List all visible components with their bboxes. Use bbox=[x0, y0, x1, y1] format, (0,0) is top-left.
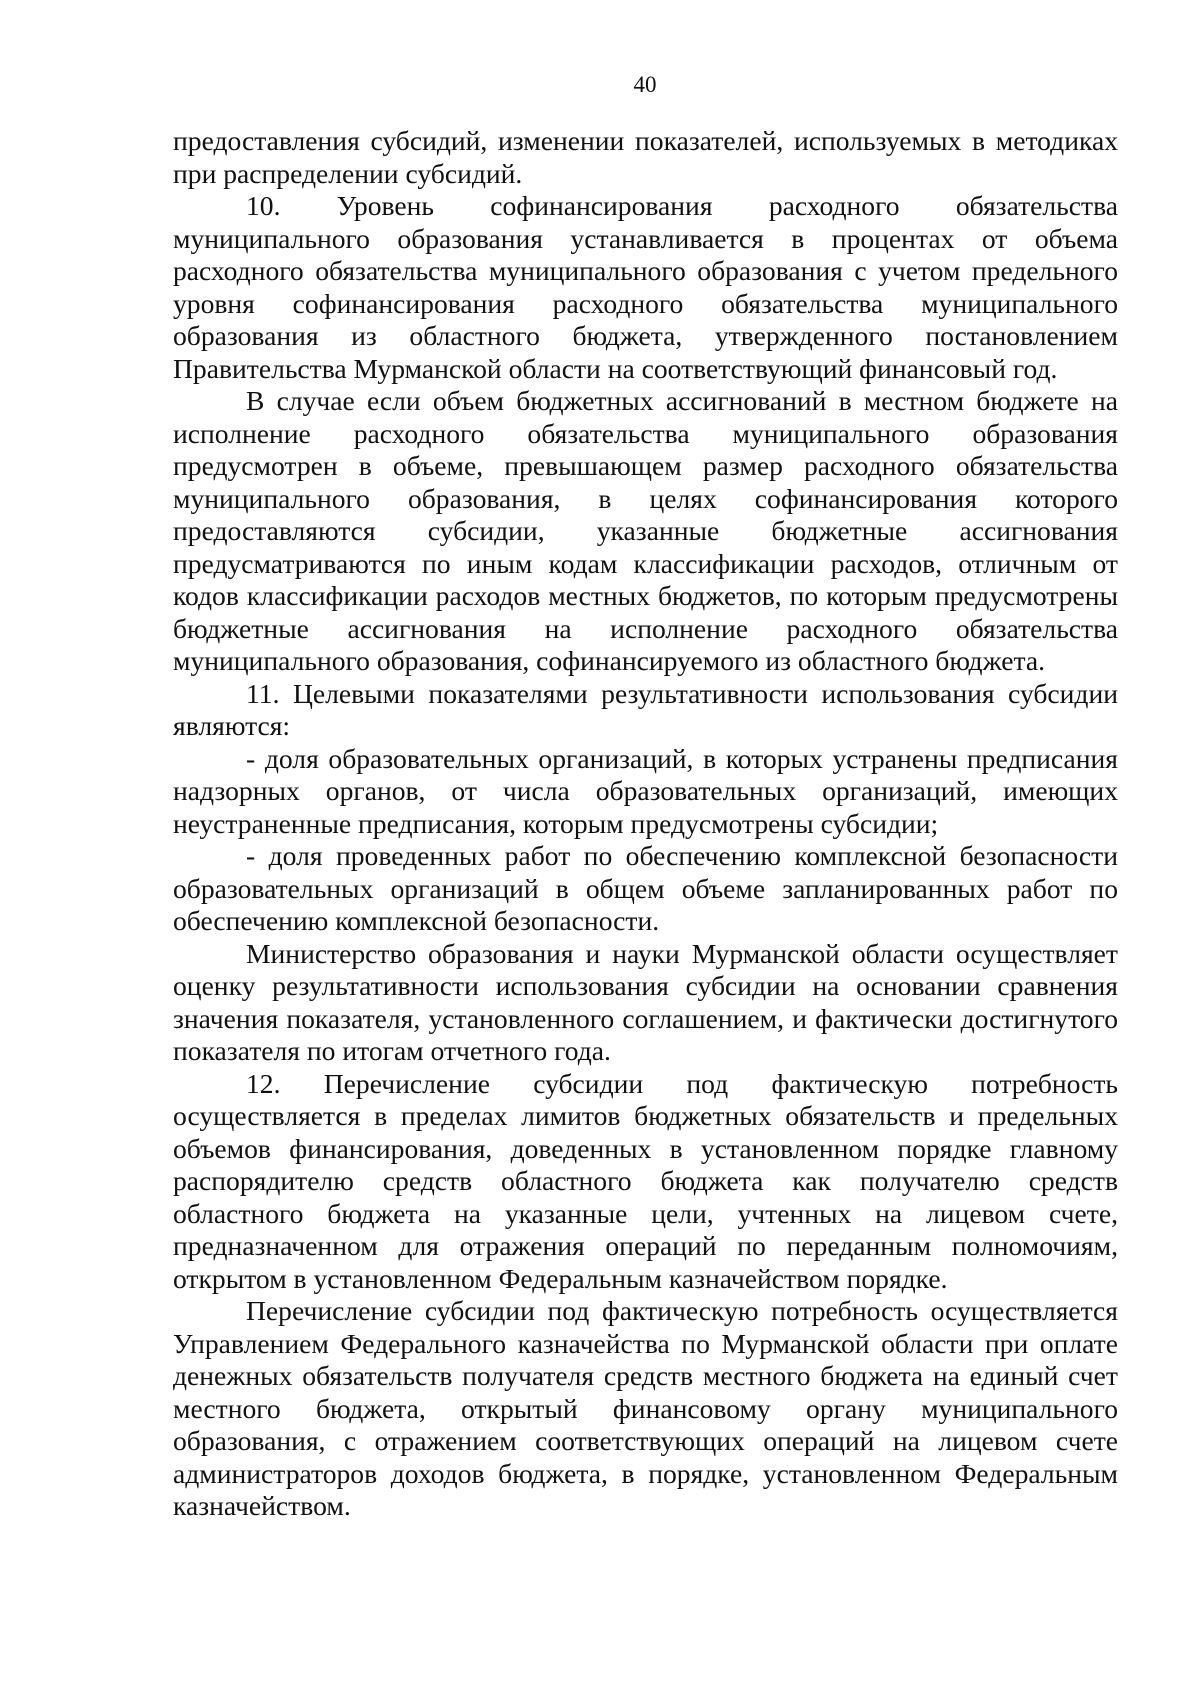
paragraph-item-11: 11. Целевыми показателями результативности использования субсидии являются: bbox=[173, 677, 1118, 741]
paragraph-continuation: предоставления субсидий, изменении показателей, используемых в методиках при распределении субсидий. bbox=[173, 125, 1118, 189]
paragraph-item-12: 12. Перечисление субсидии под фактическую потребность осуществляется в пределах лимитов бюджетных обязательств и предельных объемов финансирования, доведенных в установленном порядке главному распорядителю средств областного бюджета как получателю средств областного бюджета на указанные цели, учтенных на лицевом счете, предназначенном для отражения операций по переданным полномочиям, открытом в установленном Федеральным казначейством порядке. bbox=[173, 1067, 1118, 1294]
paragraph-treasury-transfer: Перечисление субсидии под фактическую потребность осуществляется Управлением Федерального казначейства по Мурманской области при оплате денежных обязательств получателя средств местного бюджета на единый счет местного бюджета, открытый финансовому органу муниципального образования, с отражением соответствующих операций на лицевом счете администраторов доходов бюджета, в порядке, установленном Федеральным казначейством. bbox=[173, 1295, 1118, 1521]
indicator-list-item: - доля образовательных организаций, в которых устранены предписания надзорных органов, от числа образовательных организаций, имеющих неустраненные предписания, которым предусмотрены субсидии; bbox=[173, 742, 1118, 839]
indicator-list-item: - доля проведенных работ по обеспечению комплексной безопасности образовательных организаций в общем объеме запланированных работ по обеспечению комплексной безопасности. bbox=[173, 840, 1118, 936]
page-number: 40 bbox=[633, 72, 657, 97]
paragraph-item-10: 10. Уровень софинансирования расходного обязательства муниципального образования устанавливается в процентах от объема расходного обязательства муниципального образования с учетом предельного уровня софинансирования расходного обязательства муниципального образования из областного бюджета, утвержденного постановлением Правительства Мурманской области на соответствующий финансовый год. bbox=[173, 190, 1118, 384]
paragraph-budget-allocations: В случае если объем бюджетных ассигнований в местном бюджете на исполнение расходного обязательства муниципального образования предусмотрен в объеме, превышающем размер расходного обязательства муниципального образования, в целях софинансирования которого предоставляются субсидии, указанные бюджетные ассигнования предусматриваются по иным кодам классификации расходов, отличным от кодов классификации расходов местных бюджетов, по которым предусмотрены бюджетные ассигнования на исполнение расходного обязательства муниципального образования, софинансируемого из областного бюджета. bbox=[173, 385, 1118, 676]
document-body bbox=[173, 125, 1118, 1523]
paragraph-ministry-evaluation: Министерство образования и науки Мурманской области осуществляет оценку результативности использования субсидии на основании сравнения значения показателя, установленного соглашением, и фактически достигнутого показателя по итогам отчетного года. bbox=[173, 937, 1118, 1066]
